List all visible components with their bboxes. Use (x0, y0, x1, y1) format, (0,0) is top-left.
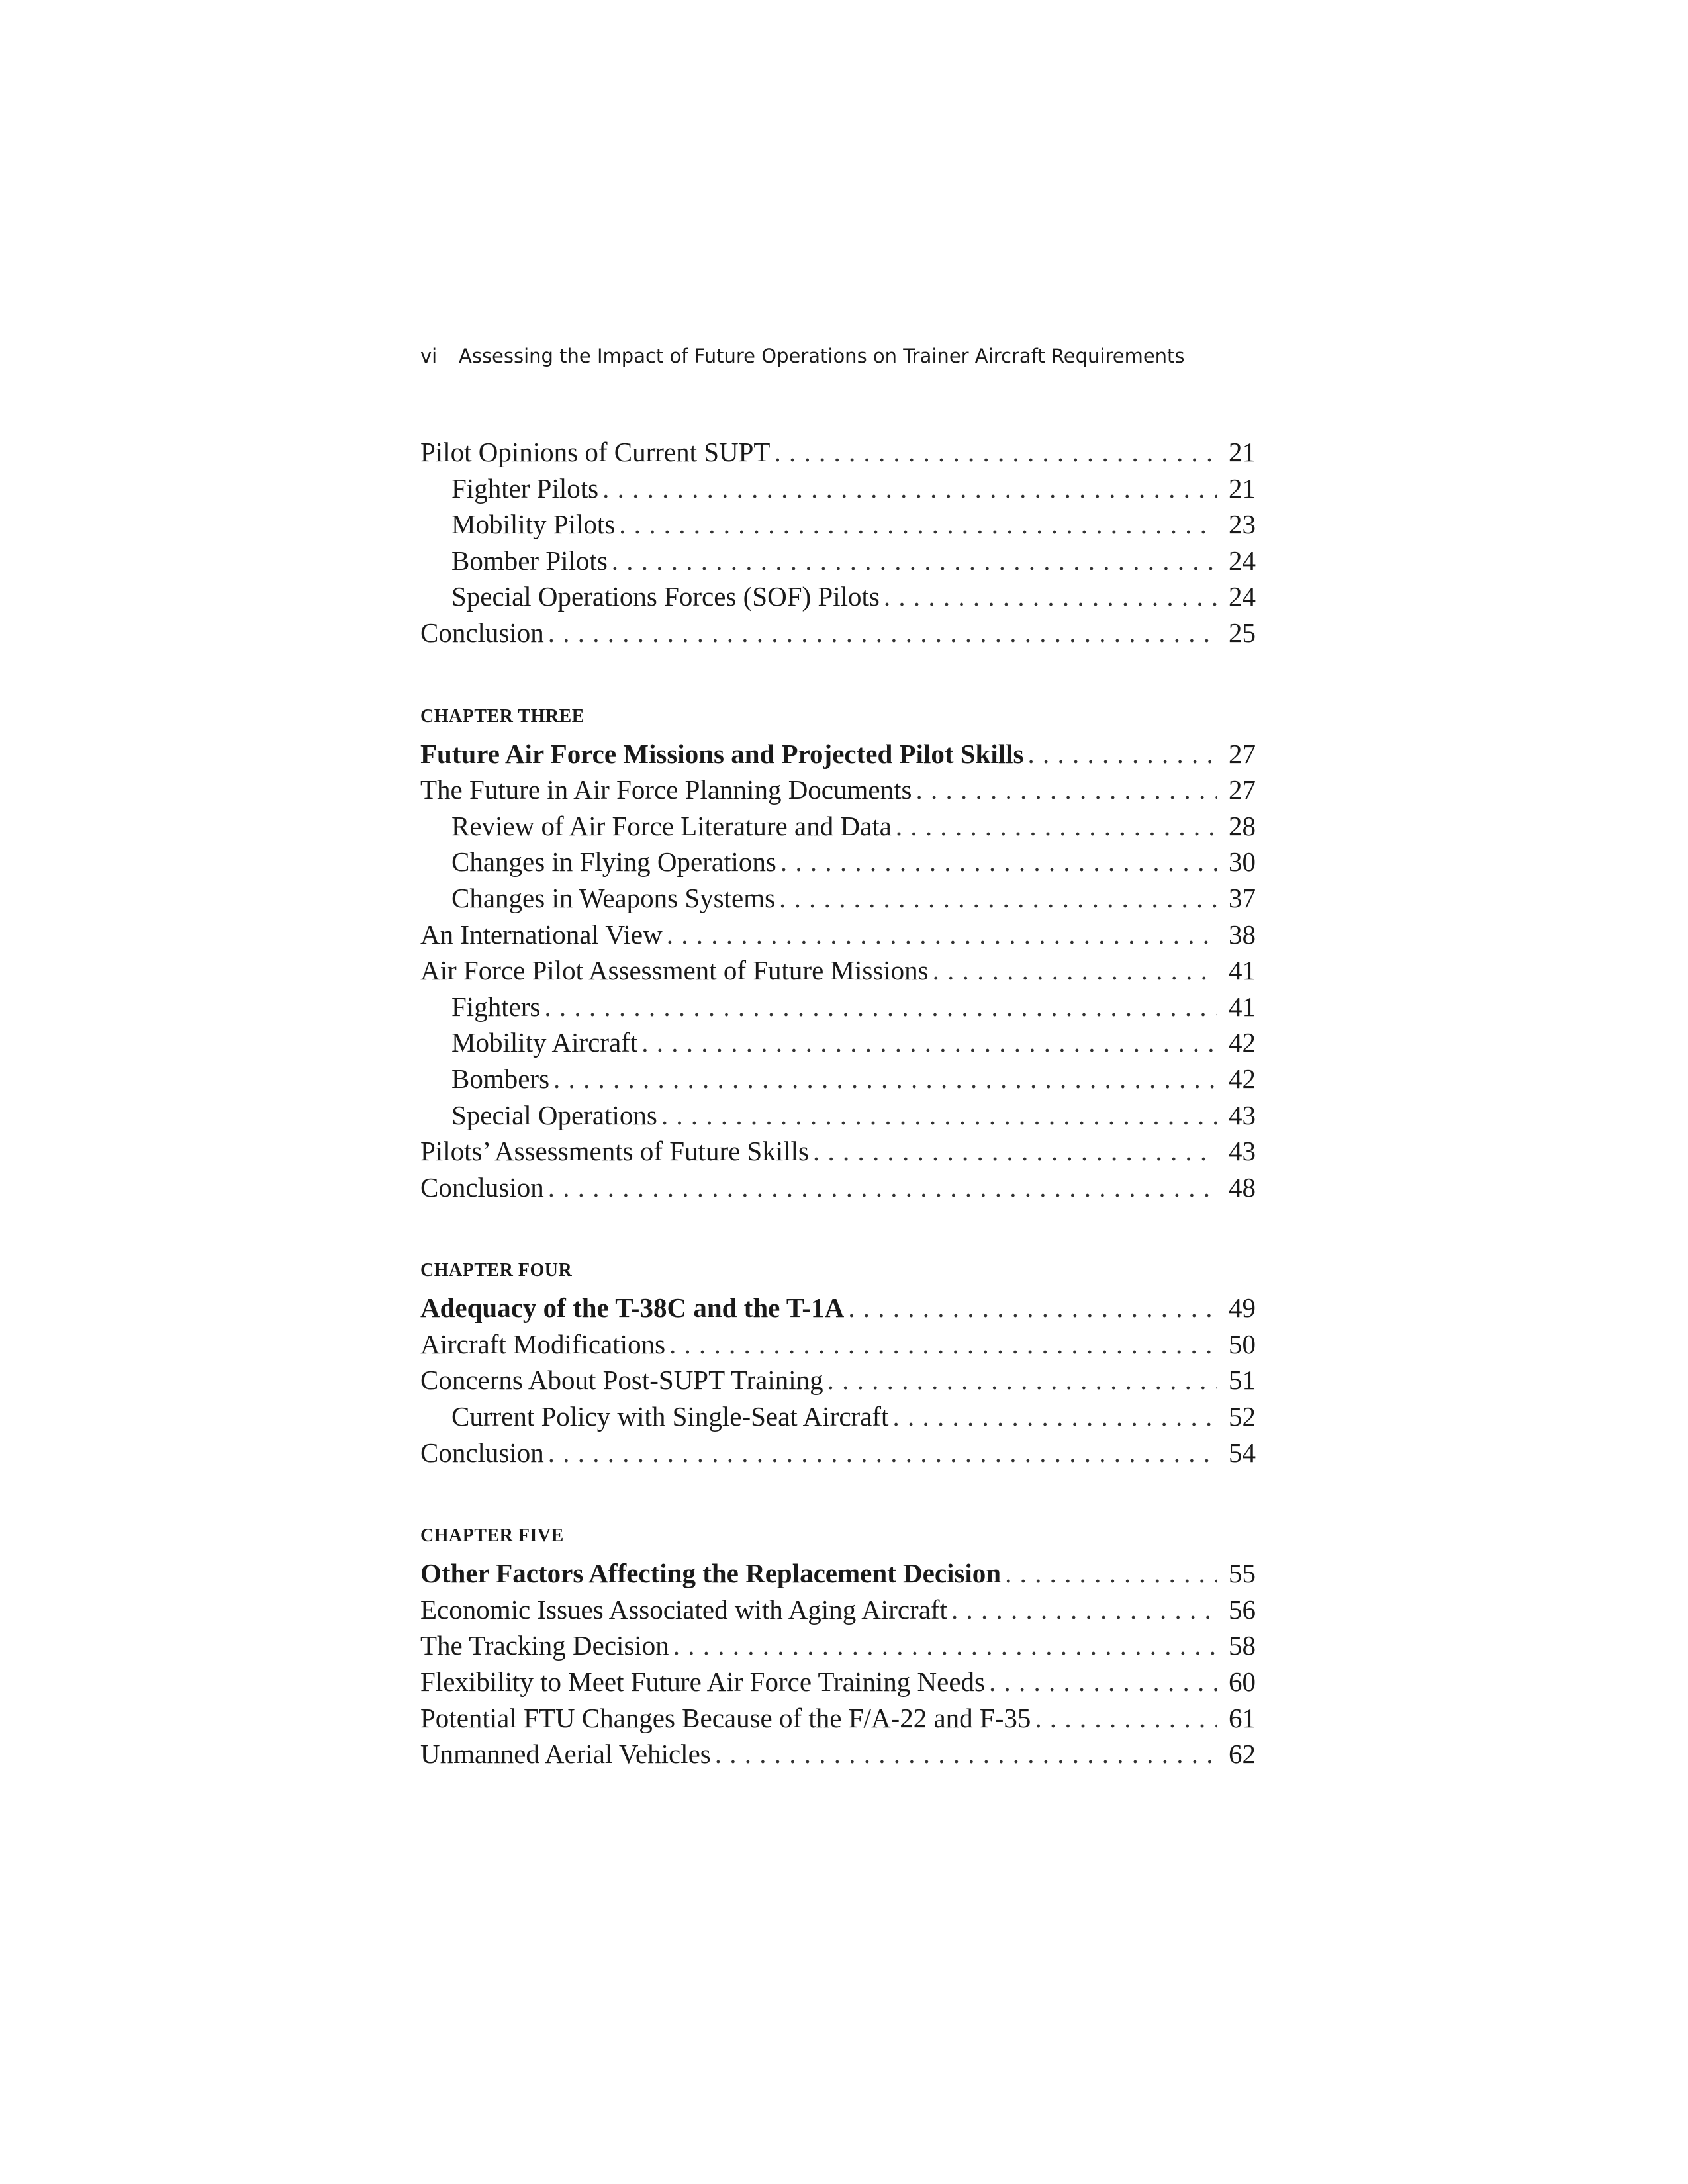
toc-entry-title: Changes in Weapons Systems (451, 882, 776, 913)
dot-leader (827, 1362, 1217, 1398)
toc-page-number: 48 (1229, 1171, 1256, 1203)
dot-leader (1035, 1700, 1217, 1737)
toc-page-number: 43 (1229, 1099, 1256, 1130)
toc-entry-title: Special Operations Forces (SOF) Pilots (451, 581, 880, 612)
toc-entry-title: Changes in Flying Operations (451, 846, 776, 878)
dot-leader (548, 615, 1217, 651)
toc-entry-title: Bomber Pilots (451, 545, 608, 576)
toc-page-number: 58 (1229, 1630, 1256, 1661)
dot-leader (1005, 1555, 1217, 1592)
toc-entry-title: Flexibility to Meet Future Air Force Training Needs (420, 1666, 985, 1698)
toc-page-number: 62 (1229, 1739, 1256, 1770)
toc-entry-title: Mobility Pilots (451, 509, 616, 540)
toc-page-number: 60 (1229, 1666, 1256, 1698)
page-folio: vi (420, 345, 438, 367)
toc-entry-title: The Future in Air Force Planning Documents (420, 774, 912, 805)
toc-entry[interactable] (420, 1097, 1256, 1134)
dot-leader (779, 880, 1217, 917)
toc-entry[interactable] (420, 1592, 1256, 1628)
dot-leader (715, 1736, 1217, 1772)
toc-entry-title: Pilots’ Assessments of Future Skills (420, 1136, 809, 1167)
toc-chapter-title[interactable] (420, 736, 1256, 772)
toc-section (420, 434, 1256, 651)
toc-entry[interactable] (420, 808, 1256, 844)
toc-entry[interactable] (420, 880, 1256, 917)
toc-entry[interactable] (420, 772, 1256, 808)
dot-leader (548, 1435, 1217, 1471)
dot-leader (951, 1592, 1217, 1628)
dot-leader (848, 1290, 1217, 1326)
toc-entry[interactable] (420, 1061, 1256, 1097)
toc-entry[interactable] (420, 1398, 1256, 1435)
toc-entry-title: Fighter Pilots (451, 473, 599, 504)
dot-leader (667, 917, 1217, 953)
toc-entry-title: Concerns About Post-SUPT Training (420, 1365, 823, 1396)
toc-entry[interactable] (420, 1362, 1256, 1398)
toc-entry[interactable] (420, 1169, 1256, 1206)
dot-leader (989, 1664, 1217, 1700)
toc-entry[interactable] (420, 1627, 1256, 1664)
toc-entry-title: Adequacy of the T-38C and the T-1A (420, 1293, 845, 1324)
dot-leader (673, 1627, 1217, 1664)
dot-leader (602, 471, 1217, 507)
toc-page-number: 41 (1229, 955, 1256, 986)
chapter-label: CHAPTER THREE (420, 705, 585, 727)
toc-entry[interactable] (420, 1435, 1256, 1471)
toc-entry-title: Pilot Opinions of Current SUPT (420, 437, 771, 467)
toc-entry[interactable] (420, 952, 1256, 989)
toc-page-number: 27 (1229, 774, 1256, 805)
toc-page-number: 49 (1229, 1293, 1256, 1324)
toc-entry-title: Conclusion (420, 1171, 544, 1203)
toc-page-number: 41 (1229, 991, 1256, 1022)
dot-leader (896, 808, 1217, 844)
table-of-contents (420, 434, 1256, 1772)
dot-leader (1027, 736, 1217, 772)
chapter-label: CHAPTER FIVE (420, 1525, 564, 1547)
toc-entry[interactable] (420, 989, 1256, 1025)
toc-page-number: 42 (1229, 1063, 1256, 1094)
toc-entry-title: Potential FTU Changes Because of the F/A-22 and F-35 (420, 1702, 1031, 1733)
dot-leader (774, 434, 1217, 471)
toc-entry-title: Current Policy with Single-Seat Aircraft (451, 1401, 889, 1432)
toc-entry-title: Air Force Pilot Assessment of Future Missions (420, 955, 929, 986)
toc-page-number: 28 (1229, 810, 1256, 841)
toc-page-number: 38 (1229, 919, 1256, 950)
toc-page-number: 27 (1229, 738, 1256, 769)
toc-entry-title: An International View (420, 919, 663, 950)
toc-entry[interactable] (420, 471, 1256, 507)
toc-entry-title: Conclusion (420, 617, 544, 648)
toc-page-number: 52 (1229, 1401, 1256, 1432)
toc-entry-title: Mobility Aircraft (451, 1027, 638, 1058)
toc-page-number: 61 (1229, 1702, 1256, 1733)
toc-page-number: 24 (1229, 545, 1256, 576)
toc-entry[interactable] (420, 844, 1256, 880)
toc-page-number: 54 (1229, 1437, 1256, 1468)
toc-entry[interactable] (420, 1700, 1256, 1737)
toc-entry-title: Special Operations (451, 1099, 657, 1130)
dot-leader (619, 506, 1217, 543)
dot-leader (892, 1398, 1217, 1435)
toc-entry-title: Review of Air Force Literature and Data (451, 810, 892, 841)
toc-entry-title: Bombers (451, 1063, 550, 1094)
toc-entry-title: Fighters (451, 991, 541, 1022)
toc-page-number: 43 (1229, 1136, 1256, 1167)
toc-entry[interactable] (420, 917, 1256, 953)
toc-entry[interactable] (420, 1024, 1256, 1061)
toc-section (420, 702, 1256, 1206)
toc-entry-title: The Tracking Decision (420, 1630, 669, 1661)
toc-entry-title: Aircraft Modifications (420, 1328, 666, 1359)
dot-leader (669, 1326, 1217, 1363)
dot-leader (548, 1169, 1217, 1206)
dot-leader (780, 844, 1217, 880)
dot-leader (933, 952, 1217, 989)
dot-leader (544, 989, 1217, 1025)
toc-entry[interactable] (420, 506, 1256, 543)
dot-leader (915, 772, 1217, 808)
toc-entry-title: Conclusion (420, 1437, 544, 1468)
toc-entry-title: Other Factors Affecting the Replacement Decision (420, 1558, 1002, 1589)
toc-page-number: 56 (1229, 1594, 1256, 1625)
toc-entry-title: Future Air Force Missions and Projected Pilot Skills (420, 738, 1024, 769)
toc-entry[interactable] (420, 543, 1256, 579)
toc-section (420, 1255, 1256, 1471)
dot-leader (661, 1097, 1217, 1134)
dot-leader (612, 543, 1217, 579)
toc-entry[interactable] (420, 1326, 1256, 1363)
toc-page-number: 42 (1229, 1027, 1256, 1058)
toc-entry[interactable] (420, 1736, 1256, 1772)
toc-entry[interactable] (420, 1133, 1256, 1169)
toc-page-number: 25 (1229, 617, 1256, 648)
toc-chapter-title[interactable] (420, 1555, 1256, 1592)
dot-leader (813, 1133, 1217, 1169)
toc-chapter-title[interactable] (420, 1290, 1256, 1326)
running-head (420, 343, 1268, 369)
toc-entry[interactable] (420, 578, 1256, 615)
toc-entry[interactable] (420, 1664, 1256, 1700)
toc-page-number: 30 (1229, 846, 1256, 878)
toc-entry[interactable] (420, 434, 1256, 471)
toc-page-number: 21 (1229, 437, 1256, 467)
toc-section (420, 1521, 1256, 1772)
toc-page-number: 55 (1229, 1558, 1256, 1589)
toc-entry-title: Unmanned Aerial Vehicles (420, 1739, 711, 1770)
toc-page-number: 21 (1229, 473, 1256, 504)
dot-leader (641, 1024, 1217, 1061)
toc-page-number: 24 (1229, 581, 1256, 612)
toc-page-number: 23 (1229, 509, 1256, 540)
chapter-label: CHAPTER FOUR (420, 1260, 573, 1281)
dot-leader (884, 578, 1217, 615)
dot-leader (553, 1061, 1217, 1097)
running-head-title: Assessing the Impact of Future Operations on Trainer Aircraft Requirements (459, 345, 1185, 367)
toc-page-number: 50 (1229, 1328, 1256, 1359)
toc-entry-title: Economic Issues Associated with Aging Aircraft (420, 1594, 947, 1625)
toc-page-number: 51 (1229, 1365, 1256, 1396)
toc-entry[interactable] (420, 615, 1256, 651)
toc-page-number: 37 (1229, 882, 1256, 913)
